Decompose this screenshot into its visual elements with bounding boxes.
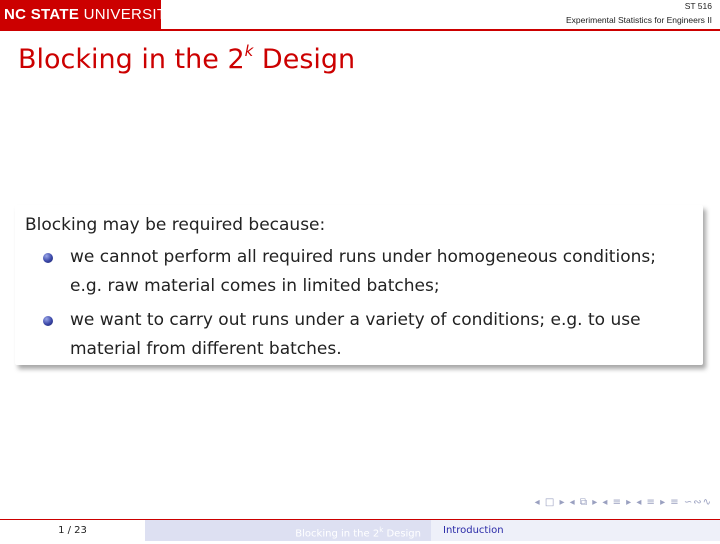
footer-title xyxy=(145,520,431,541)
page-number: 1 / 23 xyxy=(0,520,145,541)
bullet-ball-icon xyxy=(43,316,53,326)
footer-title-superscript: k xyxy=(379,526,384,534)
slide-title-superscript: k xyxy=(244,42,254,60)
beamer-navigation-icons[interactable]: ◂ □ ▸ ◂ ⧉ ▸ ◂ ≡ ▸ ◂ ≡ ▸ ≡ ∽∾∿ xyxy=(534,497,712,508)
header-divider xyxy=(0,29,720,31)
content-block xyxy=(15,205,703,365)
footer-title-main: Blocking in the 2 xyxy=(295,528,380,540)
slide-title xyxy=(18,44,355,75)
footer-title-tail: Design xyxy=(383,528,421,540)
header-bar xyxy=(0,0,720,30)
logo-thin-text: UNIVERSITY xyxy=(79,6,177,23)
bullet-ball-icon xyxy=(43,253,53,263)
block-lead-text: Blocking may be required because: xyxy=(25,215,326,235)
course-title: Experimental Statistics for Engineers II xyxy=(566,15,712,25)
bullet-text: we cannot perform all required runs under homogeneous conditions; e.g. raw material comes in limited batches; xyxy=(70,247,656,296)
bullet-text: we want to carry out runs under a variety of conditions; e.g. to use material from different batches. xyxy=(70,310,641,359)
slide-title-main: Blocking in the 2 xyxy=(18,44,245,75)
course-code: ST 516 xyxy=(684,1,712,11)
slide-title-tail: Design xyxy=(253,44,356,75)
footer-bar xyxy=(0,519,720,541)
university-logo xyxy=(0,0,177,30)
logo-bold-text: NC STATE xyxy=(4,6,80,23)
footer-section-link[interactable]: Introduction xyxy=(431,520,720,541)
